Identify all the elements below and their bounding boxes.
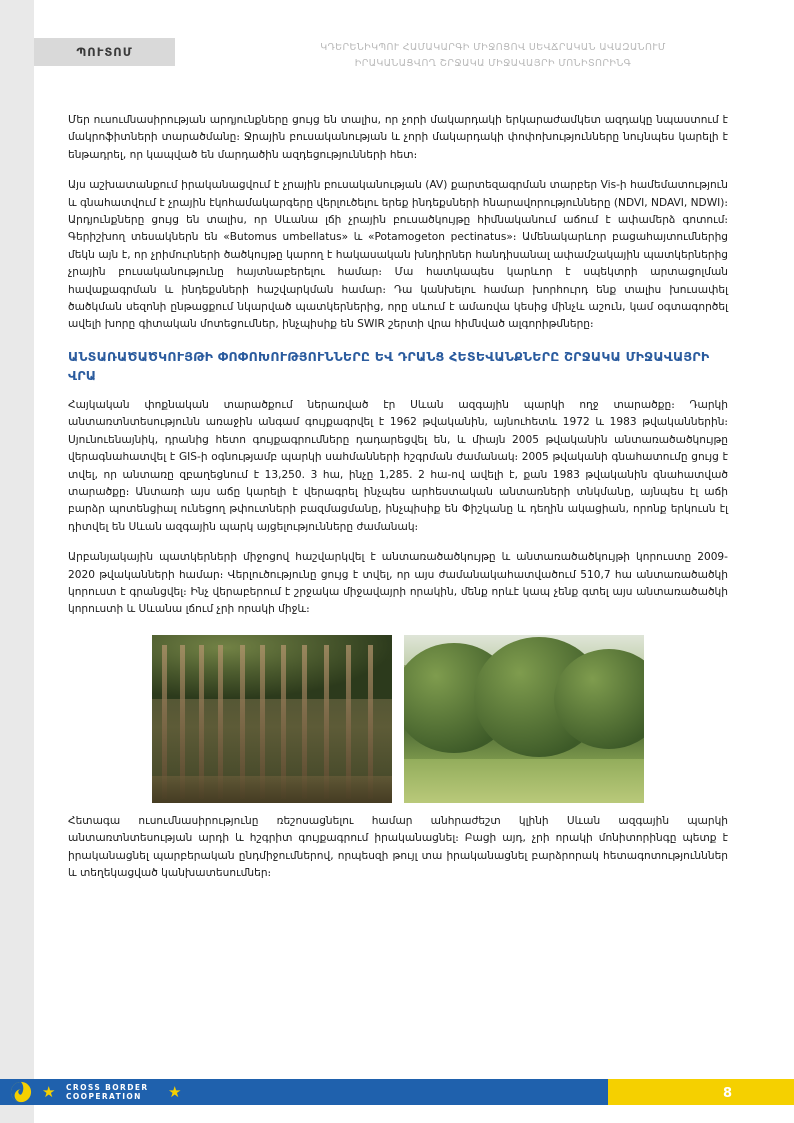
- paragraph-1: Մեր ուսումնասիրության արդյունքները ցույց են տալիս, որ չորի մակարդակի երկարաժամկետ ազդակը նպաստում է մակրոֆիտների տարածմանը։ Ջրային բուսականության և չորի մակարդակի փոփոխությունները նույնպես կարելի է ենթադրել, որ կապված են մարդածին ազդեցությունների հետ։: [68, 114, 728, 161]
- star-icon: ★: [42, 1083, 56, 1101]
- forest-photo-right: [404, 635, 644, 803]
- page-header: [0, 38, 794, 78]
- header-section-tab-label: ՊՈՒՏՈՄ: [76, 45, 133, 59]
- page-content: [68, 112, 728, 895]
- section-heading: ԱՆՏԱՌԱԾԱԾԿՈՒՅԹԻ ՓՈՓՈԽՈՒԹՅՈՒՆՆԵՐԸ ԵՎ ԴՐԱՆՑ ՀԵՏԵՎԱՆՔՆԵՐԸ ՇՐՋԱԿԱ ՄԻՋԱՎԱՅՐԻ ՎՐԱ: [68, 348, 710, 383]
- forest-floor-layer: [152, 776, 392, 803]
- paragraph-4: Արբանյակային պատկերների միջոցով հաշվարկվել է անտառածածկույթը և անտառածածկույթի կորուստը 2009-2020 թվականների համար։ Վերլուծությունը ցույց է տվել, որ այս ժամանակահատվածում 510,7 հա անտառածածկի կորուստ է գրանցվել։ Ինչ վերաբերում է շրջակա միջավայրի որակին, մենք որևէ կապ չենք գտել այս անտառածածկի կորուստի և Սևանա լճում չրի որակի միջև։: [68, 551, 728, 616]
- figure-group: [68, 635, 728, 803]
- star-icon: ★: [168, 1083, 182, 1101]
- meadow-layer: [404, 759, 644, 803]
- paragraph-3: Հայկական փոքնական տարածքում ներառված էր Սևան ազգային պարկի ողջ տարածքը։ Դարկի անտառտնտեսությունն առաջին անգամ գույքագրվել է 1962 թվականին, այնուհետև 1972 և 1983 թվականներին։ Սյունուենայնիկ, դրանից հետո գույքագրումները դադարեցվել են, և միայն 2005 թվականին անտառածածկույթը վերագնահատվել է GIS-ի օգնությամբ պարկի սահմանների հշգրման ժամանակ։ 2005 թվականի գնահատումը ցույց է տվել, որ անտառը զբաղեցնում է 13,250. 3 հա, ինչը 1,285. 2 հա-ով ավելի է, քան 1983 թվականին գնահատված տարածքը։ Անտառի այս աճը կարելի է վերագրել ինչպես արհեստական անտառների տնկմանը, այնպես էլ աճի բարձր պոտենցիալ ունեցող թփուտների բազմացմանը, ինչպիսիք են Փիշկանը և դեղին ակացիան, որոնք երկուսն էլ դիտվել են Սևան ազգային պարկ այցելությունները ժամանակ։: [68, 398, 728, 533]
- header-section-tab: [34, 38, 175, 66]
- forest-photo-left: [152, 635, 392, 803]
- paragraph-5: Հետագա ուսումնասիրությունը ռեշոսացնելու համար անհրաժեշտ կլինի Սևան ազգային պարկի անտառտնտեսության արդի և հշգրիտ գույքագրում իրականացնել։ Բացի այդ, չրի որակի մոնիտորինգը պետք է իրականացնել պարբերական ընդմիջումներով, որպեսզի թույլ տա իրականացնել բարձրորակ հետագոտությունններ և տեղեկացված կանխատեսումներ։: [68, 814, 728, 879]
- page-number: 8: [722, 1086, 732, 1101]
- left-margin-band: [0, 0, 34, 1123]
- running-title: [258, 40, 728, 72]
- canopy-layer: [152, 635, 392, 699]
- footer-program-line-1: CROSS BORDER: [66, 1083, 149, 1092]
- footer-program-line-2: COOPERATION: [66, 1092, 142, 1101]
- footer-yellow-bar: [608, 1079, 794, 1105]
- page-footer: [0, 1061, 794, 1123]
- footer-program-name: [66, 1083, 149, 1101]
- cbc-logo-icon: [10, 1081, 32, 1103]
- running-title-line-2: ԻՐԱԿԱՆԱՑՎՈՂ ՇՐՋԱԿԱ ՄԻՋԱՎԱՅՐԻ ՄՈՆԻՏՈՐԻՆԳ: [354, 58, 632, 69]
- paragraph-2: Այս աշխատանքում իրականացվում է չրային բուսականության (AV) քարտեզագրման տարբեր Vis-ի համեմատություն և գնահատվում է չրային էկոհամակարգերը վերլուծելու երեք ինդեքսների հնարավորությունները (NDVI, NDAVI, NDWI)։ Արդյունքները ցույց են տալիս, որ Սևանա լճի չրային բուսածկույթը հիմնականում աճում է ափամերձ գոտում։ Գերիշխող տեսակներն են «Butomus umbellatus» և «Potamogeton pectinatus»։ Ամենակարևոր բացահայտումներից մեկն այն է, որ չրիմուրների ծածկույթը կարող է հակասական խնդիրներ հանդիսանալ ափամշակային պատկերներից չրային բուսականությունը հայտնաբերելու համար։ Մա հատկապես կարևոր է սպեկտրի արտացոլման հավաքագրման և ինդեքսների հաշվարկման համար։ Դա կանխելու համար խորհուրդ ենք տալիս խուսափել ծածկման սեզոնի ընթացքում նկարված պատկերներից, որը սևում է ամառվա կեսից մինչև աշուն, կամ օգտագործել ավելի խորը գիտական մոտեցումներ, ինչպիսիք են SWIR շերտի վրա հիմնված ալգորիթմները։: [68, 179, 728, 331]
- running-title-line-1: ԿԴԵՐԵՆԻԿՊՈՒ ՀԱՄԱԿԱՐԳԻ ՄԻՋՈՑՈՎ ՍԵՎՃՐԱԿԱՆ ԱՎԱԶԱՆՈՒՄ: [320, 42, 666, 53]
